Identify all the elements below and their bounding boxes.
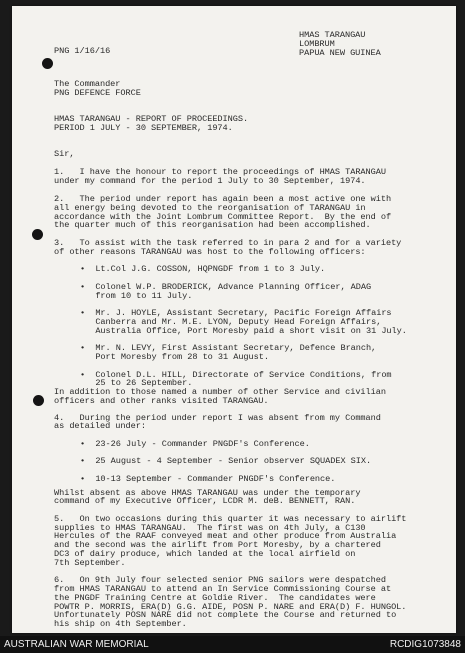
body-line: 3. To assist with the task referred to in para 2 and for a variety: [54, 238, 402, 249]
document-page: [12, 6, 456, 633]
body-line: 4. During the period under report I was absent from my Command: [54, 412, 381, 423]
recipient-line: The Commander: [54, 79, 121, 90]
body-line: supplies to HMAS TARANGAU. The first was on 4th July, a C130: [54, 522, 366, 533]
body-line: from 10 to 11 July.: [80, 290, 193, 301]
subject-line: PERIOD 1 JULY - 30 SEPTEMBER, 1974.: [54, 122, 233, 133]
punch-hole: [33, 395, 44, 406]
body-line: 5. On two occasions during this quarter it was necessary to airlift: [54, 513, 407, 524]
body-line: Hercules of the RAAF conveyed meat and other produce from Australia: [54, 531, 397, 542]
body-line: DC3 of dairy produce, which landed at the local airfield on: [54, 549, 356, 560]
body-line: his ship on 4th September.: [54, 619, 187, 630]
punch-hole: [32, 229, 43, 240]
body-line: POWTR P. MORRIS, ERA(D) G.G. AIDE, POSN P. NARE and ERA(D) F. HUNGOL.: [54, 601, 407, 612]
body-line: • Mr. N. LEVY, First Assistant Secretary, Defence Branch,: [80, 343, 377, 354]
body-line: Whilst absent as above HMAS TARANGAU was under the temporary: [54, 487, 361, 498]
body-line: 1. I have the honour to report the proceedings of HMAS TARANGAU: [54, 166, 386, 177]
record-id: RCDIG1073848: [389, 639, 461, 650]
archive-footer: [0, 636, 465, 653]
body-line: Australia Office, Port Moresby paid a short visit on 31 July.: [80, 325, 407, 336]
body-line: 25 to 26 September.: [80, 378, 193, 389]
body-line: • Lt.Col J.G. COSSON, HQPNGDF from 1 to 3 July.: [80, 264, 326, 275]
body-line: 7th September.: [54, 557, 126, 568]
address-line: PAPUA NEW GUINEA: [299, 47, 381, 58]
body-line: officers and other ranks visited TARANGAU.: [54, 395, 269, 406]
body-line: from HMAS TARANGAU to attend an In Service Commissioning Course at: [54, 584, 392, 595]
body-line: the quarter much of this reorganisation had been accomplished.: [54, 220, 371, 231]
salutation: Sir,: [54, 149, 75, 160]
body-line: Canberra and Mr. M.E. LYON, Deputy Head Foreign Affairs,: [80, 316, 382, 327]
body-line: Unfortunately POSN NARE did not complete the Course and returned to: [54, 610, 397, 621]
address-line: LOMBRUM: [299, 39, 335, 50]
body-line: Port Moresby from 28 to 31 August.: [80, 352, 269, 363]
body-line: all energy being devoted to the reorganisation of TARANGAU in: [54, 202, 366, 213]
body-line: • 10-13 September - Commander PNGDF's Conference.: [80, 473, 336, 484]
body-line: under my command for the period 1 July to 30 September, 1974.: [54, 175, 366, 186]
archive-name: AUSTRALIAN WAR MEMORIAL: [4, 639, 149, 650]
body-line: In addition to those named a number of other Service and civilian: [54, 387, 386, 398]
file-reference: PNG 1/16/16: [54, 45, 111, 56]
body-line: • 23-26 July - Commander PNGDF's Conference.: [80, 438, 310, 449]
body-line: and the second was the airlift from Port Moresby, by a chartered: [54, 540, 381, 551]
body-line: of other reasons TARANGAU was host to the following officers:: [54, 246, 366, 257]
body-line: command of my Executive Officer, LCDR M. deB. BENNETT, RAN.: [54, 496, 356, 507]
address-line: HMAS TARANGAU: [299, 30, 366, 41]
body-line: 2. The period under report has again been a most active one with: [54, 194, 392, 205]
body-line: • Colonel D.L. HILL, Directorate of Service Conditions, from: [80, 369, 392, 380]
body-line: • 25 August - 4 September - Senior observer SQUADEX SIX.: [80, 456, 372, 467]
body-line: • Colonel W.P. BRODERICK, Advance Planning Officer, ADAG: [80, 281, 372, 292]
recipient-line: PNG DEFENCE FORCE: [54, 87, 141, 98]
body-line: accordance with the Joint Lombrum Committee Report. By the end of: [54, 211, 392, 222]
body-line: • Mr. J. HOYLE, Assistant Secretary, Pacific Foreign Affairs: [80, 308, 392, 319]
body-line: as detailed under:: [54, 421, 146, 432]
body-line: 6. On 9th July four selected senior PNG sailors were despatched: [54, 575, 386, 586]
body-line: the PNGDF Training Centre at Goldie River. The candidates were: [54, 592, 376, 603]
subject-line: HMAS TARANGAU - REPORT OF PROCEEDINGS.: [54, 114, 249, 125]
punch-hole: [42, 58, 53, 69]
